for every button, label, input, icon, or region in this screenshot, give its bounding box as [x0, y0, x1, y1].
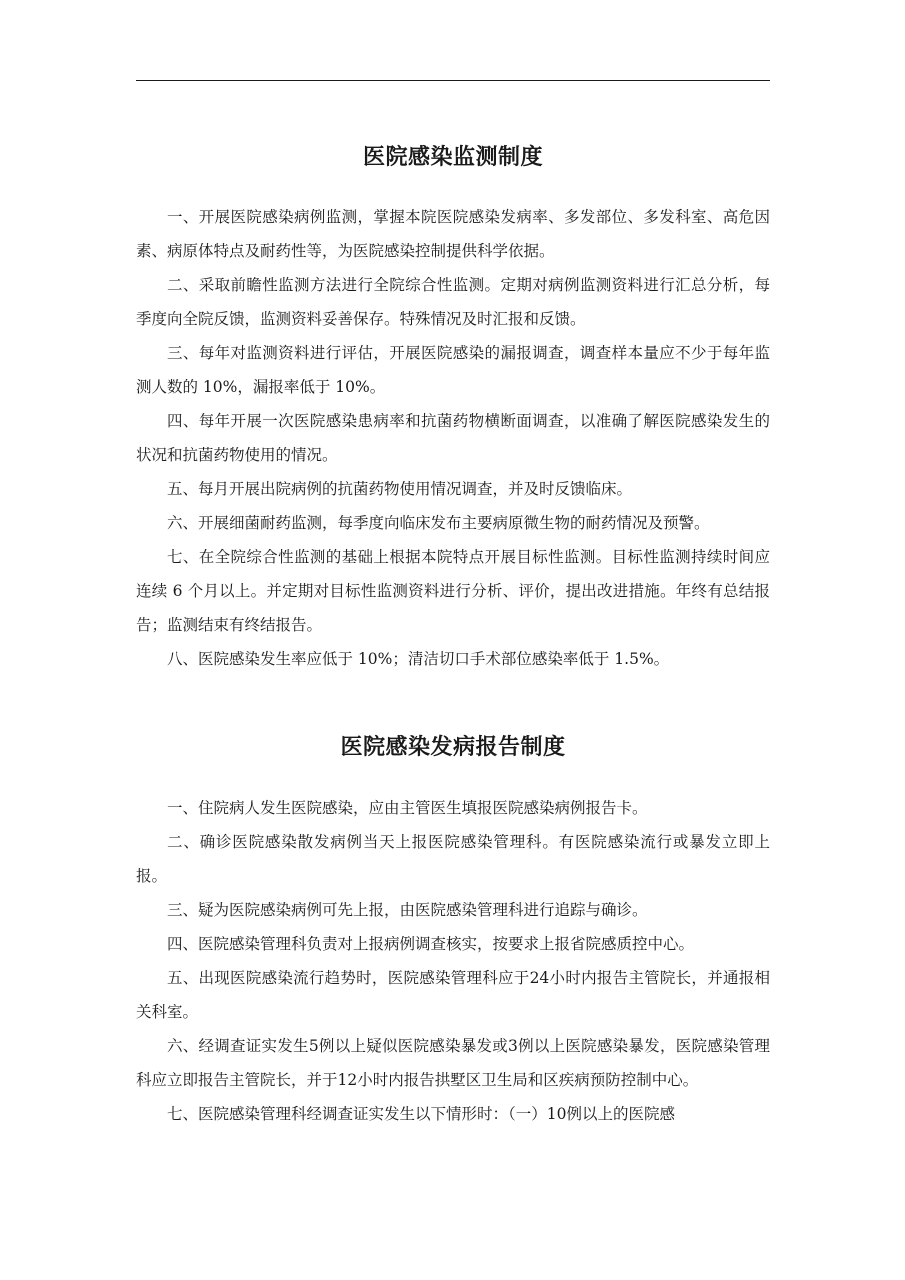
section-body-reporting — [136, 791, 770, 1131]
paragraph: 二、确诊医院感染散发病例当天上报医院感染管理科。有医院感染流行或暴发立即上报。 — [136, 833, 770, 885]
paragraph: 六、开展细菌耐药监测，每季度向临床发布主要病原微生物的耐药情况及预警。 — [167, 514, 710, 532]
paragraph: 四、每年开展一次医院感染患病率和抗菌药物横断面调查，以准确了解医院感染发生的状况和抗菌药物使用的情况。 — [136, 412, 770, 464]
paragraph: 八、医院感染发生率应低于 10%；清洁切口手术部位感染率低于 1.5%。 — [167, 650, 670, 668]
header-rule — [136, 80, 770, 81]
section-title-monitoring: 医院感染监测制度 — [362, 145, 543, 170]
paragraph: 三、疑为医院感染病例可先上报，由医院感染管理科进行追踪与确诊。 — [167, 901, 648, 919]
paragraph: 三、每年对监测资料进行评估，开展医院感染的漏报调查，调查样本量应不少于每年监测人数的 10%，漏报率低于 10%。 — [136, 344, 770, 396]
paragraph: 六、经调查证实发生5例以上疑似医院感染暴发或3例以上医院感染暴发，医院感染管理科应立即报告主管院长，并于12小时内报告拱墅区卫生局和区疾病预防控制中心。 — [136, 1037, 770, 1089]
paragraph: 五、每月开展出院病例的抗菌药物使用情况调查，并及时反馈临床。 — [167, 480, 633, 498]
paragraph: 四、医院感染管理科负责对上报病例调查核实，按要求上报省院感质控中心。 — [167, 935, 695, 953]
paragraph: 七、在全院综合性监测的基础上根据本院特点开展目标性监测。目标性监测持续时间应连续 6 个月以上。并定期对目标性监测资料进行分析、评价，提出改进措施。年终有总结报告；监测结束有终结报告。 — [136, 548, 770, 634]
section-body-monitoring — [136, 200, 770, 676]
paragraph: 一、开展医院感染病例监测，掌握本院医院感染发病率、多发部位、多发科室、高危因素、病原体特点及耐药性等，为医院感染控制提供科学依据。 — [136, 208, 770, 260]
paragraph: 五、出现医院感染流行趋势时，医院感染管理科应于24小时内报告主管院长，并通报相关科室。 — [136, 969, 770, 1021]
paragraph: 七、医院感染管理科经调查证实发生以下情形时：（一）10例以上的医院感 — [167, 1105, 675, 1123]
paragraph: 二、采取前瞻性监测方法进行全院综合性监测。定期对病例监测资料进行汇总分析，每季度向全院反馈，监测资料妥善保存。特殊情况及时汇报和反馈。 — [136, 276, 770, 328]
paragraph: 一、住院病人发生医院感染，应由主管医生填报医院感染病例报告卡。 — [167, 799, 648, 817]
section-title-reporting: 医院感染发病报告制度 — [340, 735, 566, 760]
